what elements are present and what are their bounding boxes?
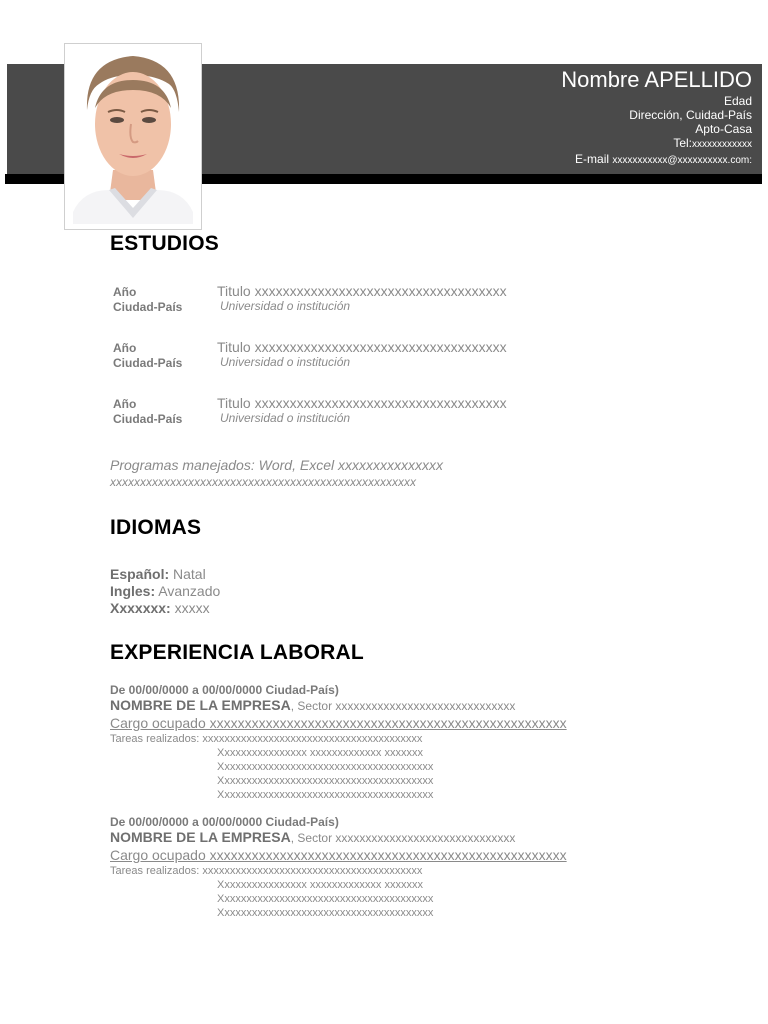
programs-line: Programas manejados: Word, Excel xxxxxxxxxxxxxxx bbox=[110, 457, 443, 473]
job-company: NOMBRE DE LA EMPRESA bbox=[110, 829, 291, 845]
job-task: Xxxxxxxxxxxxxxxxxxxxxxxxxxxxxxxxxxxxxxx bbox=[217, 761, 434, 773]
programs-block bbox=[110, 457, 443, 491]
language-name: Ingles: bbox=[110, 583, 156, 599]
language-level: Natal bbox=[173, 566, 206, 582]
email-label: E-mail bbox=[575, 152, 610, 166]
study-city: Ciudad-País bbox=[113, 356, 183, 370]
language-level: xxxxx bbox=[174, 600, 210, 616]
study-title: Titulo xxxxxxxxxxxxxxxxxxxxxxxxxxxxxxxxxxxx bbox=[217, 339, 507, 355]
programs-line-2: xxxxxxxxxxxxxxxxxxxxxxxxxxxxxxxxxxxxxxxxxxxxxxxxxxx bbox=[110, 475, 416, 489]
job-tasks-label: Tareas realizados: xxxxxxxxxxxxxxxxxxxxxxxxxxxxxxxxxxxxxxxx bbox=[110, 733, 423, 745]
full-name: Nombre APELLIDO bbox=[561, 67, 752, 92]
language-item bbox=[110, 583, 220, 599]
study-entry bbox=[113, 341, 653, 373]
language-item bbox=[110, 600, 210, 616]
email-value: xxxxxxxxxxx@xxxxxxxxxx.com: bbox=[612, 155, 752, 166]
job-position: Cargo ocupado xxxxxxxxxxxxxxxxxxxxxxxxxxxxxxxxxxxxxxxxxxxxxxxxxxx bbox=[110, 847, 567, 863]
study-title: Titulo xxxxxxxxxxxxxxxxxxxxxxxxxxxxxxxxxxxx bbox=[217, 283, 507, 299]
job-dates: De 00/00/0000 a 00/00/0000 Ciudad-País) bbox=[110, 683, 339, 697]
job-sector: , Sector xxxxxxxxxxxxxxxxxxxxxxxxxxxxxx bbox=[290, 699, 516, 713]
address: Dirección, Cuidad-País bbox=[629, 108, 752, 122]
job-task: Xxxxxxxxxxxxxxxx xxxxxxxxxxxxx xxxxxxx bbox=[217, 747, 423, 759]
job-dates: De 00/00/0000 a 00/00/0000 Ciudad-País) bbox=[110, 815, 339, 829]
language-name: Xxxxxxx: bbox=[110, 600, 171, 616]
phone-value: xxxxxxxxxxxx bbox=[692, 139, 752, 150]
study-city: Ciudad-País bbox=[113, 412, 183, 426]
languages-heading: IDIOMAS bbox=[110, 516, 202, 539]
job-sector: , Sector xxxxxxxxxxxxxxxxxxxxxxxxxxxxxx bbox=[290, 831, 516, 845]
phone-label: Tel: bbox=[673, 136, 692, 150]
job-task: Xxxxxxxxxxxxxxxxxxxxxxxxxxxxxxxxxxxxxxx bbox=[217, 907, 434, 919]
study-entry bbox=[113, 397, 653, 429]
job-company-line bbox=[110, 829, 670, 847]
study-year: Año bbox=[113, 285, 137, 299]
portrait-photo bbox=[73, 50, 193, 224]
job-task: Xxxxxxxxxxxxxxxxxxxxxxxxxxxxxxxxxxxxxxx bbox=[217, 789, 434, 801]
study-institution: Universidad o institución bbox=[220, 355, 351, 369]
email-line bbox=[561, 152, 752, 168]
studies-heading: ESTUDIOS bbox=[110, 232, 219, 255]
language-name: Español: bbox=[110, 566, 170, 582]
language-level: Avanzado bbox=[158, 583, 221, 599]
profile-photo-frame bbox=[64, 43, 202, 230]
job-task: Xxxxxxxxxxxxxxxxxxxxxxxxxxxxxxxxxxxxxxx bbox=[217, 775, 434, 787]
job-position: Cargo ocupado xxxxxxxxxxxxxxxxxxxxxxxxxxxxxxxxxxxxxxxxxxxxxxxxxxx bbox=[110, 715, 567, 731]
apartment: Apto-Casa bbox=[695, 122, 752, 136]
job-tasks bbox=[110, 864, 670, 920]
job-task: Xxxxxxxxxxxxxxxxxxxxxxxxxxxxxxxxxxxxxxx bbox=[217, 893, 434, 905]
study-title: Titulo xxxxxxxxxxxxxxxxxxxxxxxxxxxxxxxxxxxx bbox=[217, 395, 507, 411]
experience-heading: EXPERIENCIA LABORAL bbox=[110, 641, 364, 664]
language-item bbox=[110, 566, 206, 582]
job-entry bbox=[110, 815, 670, 920]
job-task: Xxxxxxxxxxxxxxxx xxxxxxxxxxxxx xxxxxxx bbox=[217, 879, 423, 891]
study-institution: Universidad o institución bbox=[220, 411, 351, 425]
age: Edad bbox=[723, 94, 752, 108]
study-year: Año bbox=[113, 341, 137, 355]
study-city: Ciudad-País bbox=[113, 300, 183, 314]
job-company: NOMBRE DE LA EMPRESA bbox=[110, 697, 291, 713]
study-year: Año bbox=[113, 397, 137, 411]
study-entry bbox=[113, 285, 653, 317]
phone-line bbox=[561, 136, 752, 152]
job-entry bbox=[110, 683, 670, 802]
job-company-line bbox=[110, 697, 670, 715]
study-institution: Universidad o institución bbox=[220, 299, 351, 313]
job-tasks bbox=[110, 732, 670, 802]
contact-block bbox=[561, 66, 752, 168]
job-tasks-label: Tareas realizados: xxxxxxxxxxxxxxxxxxxxxxxxxxxxxxxxxxxxxxxx bbox=[110, 865, 423, 877]
